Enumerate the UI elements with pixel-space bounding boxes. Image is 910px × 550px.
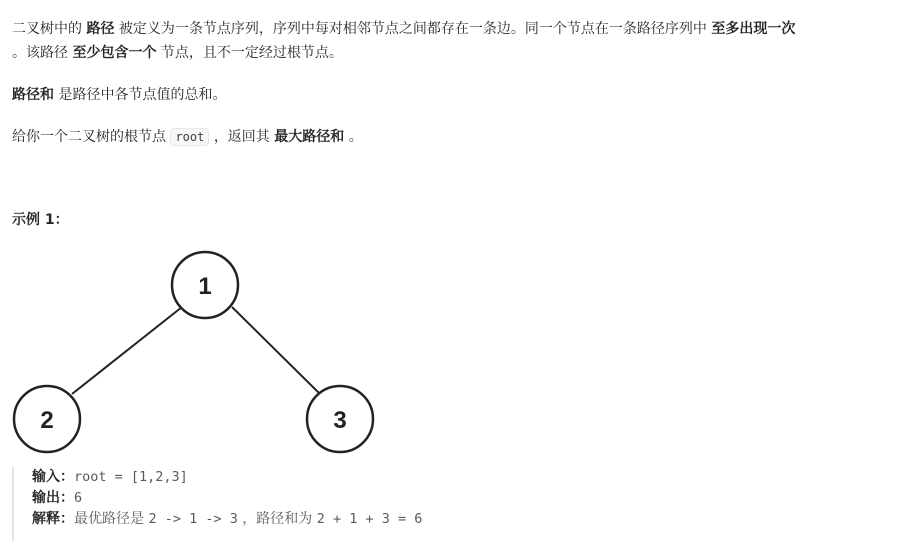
description-paragraph-1-cont [12,43,343,63]
tree-node-right [307,386,373,452]
description-paragraph-2 [12,85,226,105]
text-segment: 二叉树中的 [12,21,82,37]
tree-node-label: 3 [333,407,347,434]
tree-node-label: 2 [40,407,54,434]
bold-term-at-least-one: 至少包含一个 [72,45,157,61]
tree-edge-root-left [72,307,182,394]
example-output-label: 输出： [32,490,74,506]
example-output [32,488,552,509]
text-segment: 被定义为一条节点序列，序列中每对相邻节点之间都存在一条边。同一个节点在一条路径序列中 [118,21,707,37]
example-explanation [32,509,552,530]
description-paragraph-3 [12,127,363,147]
tree-node-left [14,386,80,452]
example-output-value: 6 [74,490,83,506]
explanation-sum: 2 + 1 + 3 = 6 [316,511,423,527]
example-input-label: 输入： [32,469,74,485]
bold-term-max-path-sum: 最大路径和 [274,129,345,145]
text-segment: ，返回其 [213,129,270,145]
inline-code-root: root [170,128,209,146]
text-segment: 。 [348,129,363,145]
tree-node-root [172,252,238,318]
bold-term-path-sum: 路径和 [12,87,54,103]
explanation-text: 最优路径是 [74,511,149,527]
bold-term-path: 路径 [86,21,115,37]
bold-term-at-most-once: 至多出现一次 [711,21,796,37]
explanation-text: ，路径和为 [237,511,317,527]
text-segment: 。该路径 [12,45,68,61]
binary-tree-diagram [0,244,400,459]
tree-node-label: 1 [198,273,212,300]
tree-edge-root-right [232,307,320,394]
example-input-value: root = [1,2,3] [74,469,188,485]
text-segment: 给你一个二叉树的根节点 [12,129,166,145]
example-explanation-label: 解释： [32,511,74,527]
description-paragraph-1 [12,19,795,39]
example-block [12,467,552,541]
example-title: 示例 1： [12,212,69,228]
example-input [32,467,552,488]
explanation-path: 2 -> 1 -> 3 [148,511,238,527]
text-segment: 是路径中各节点值的总和。 [58,87,227,103]
text-segment: 节点，且不一定经过根节点。 [160,45,343,61]
